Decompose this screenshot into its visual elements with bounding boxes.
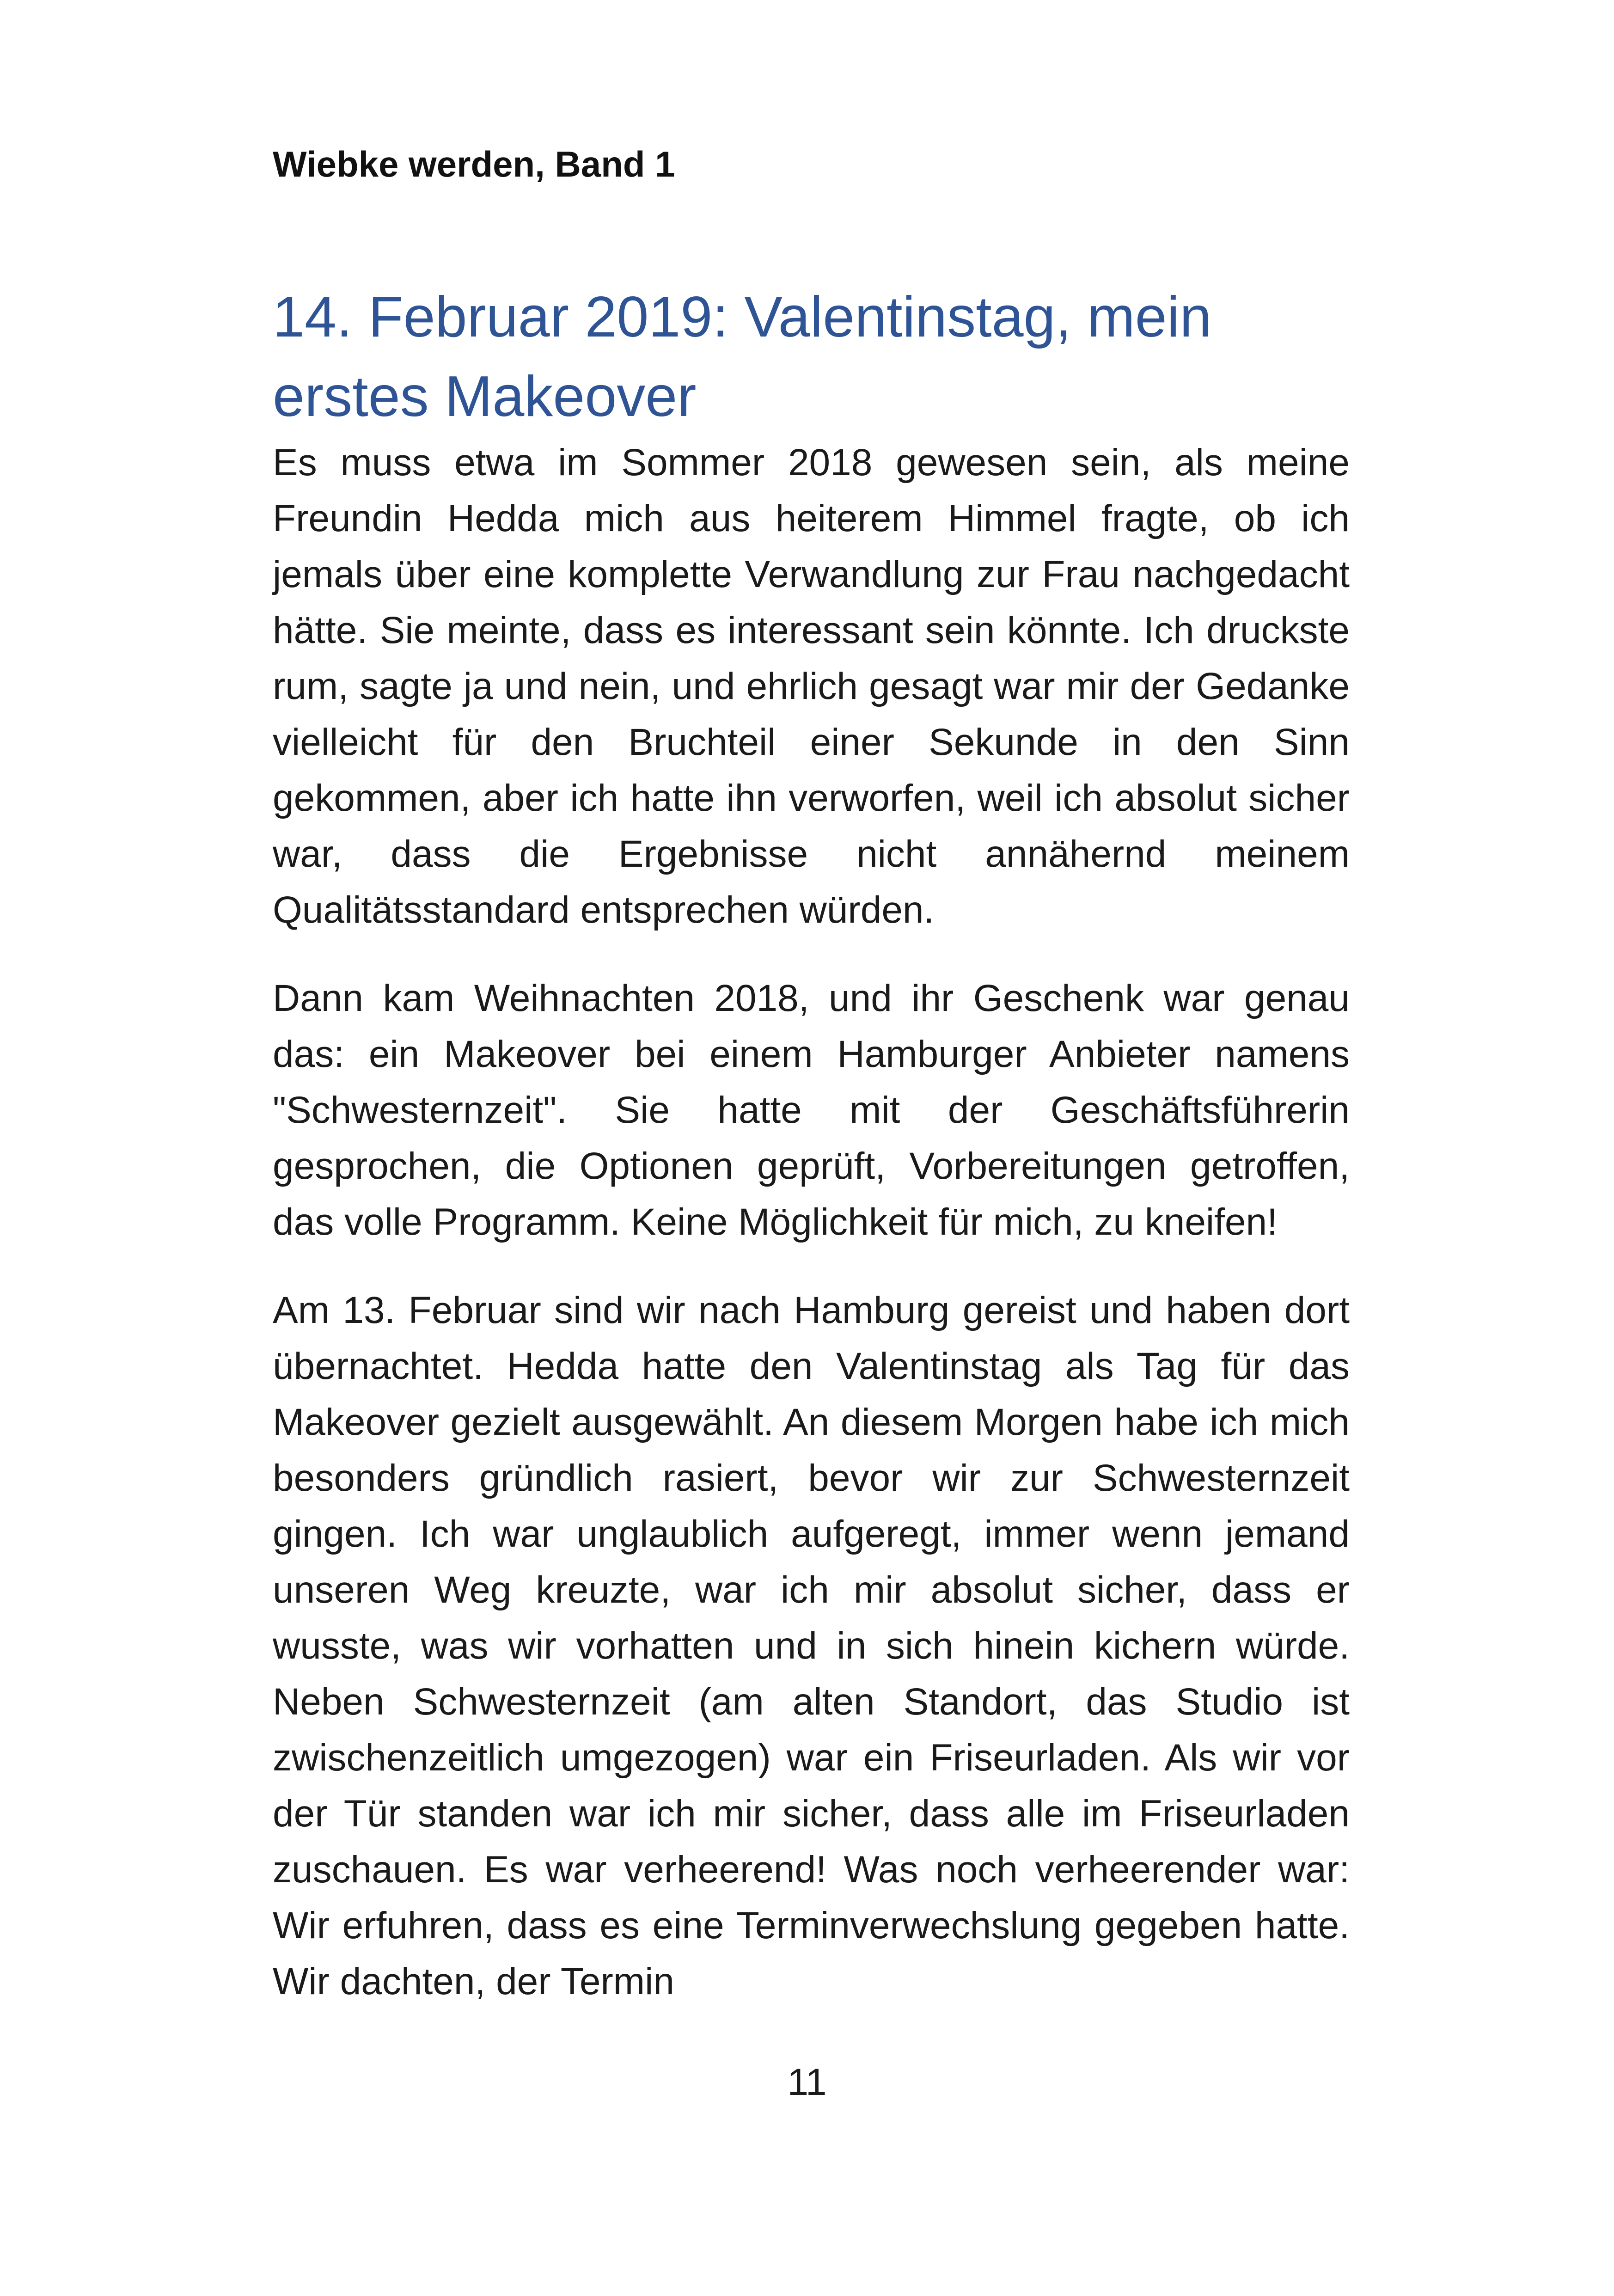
body-text <box>273 435 1350 2042</box>
page-number: 11 <box>787 2061 827 2103</box>
chapter-title: 14. Februar 2019: Valentinstag, mein erstes Makeover <box>273 285 1212 429</box>
running-header: Wiebke werden, Band 1 <box>273 144 675 184</box>
paragraph-1: Es muss etwa im Sommer 2018 gewesen sein, als meine Freundin Hedda mich aus heiterem Himmel fragte, ob ich jemals über eine komplette Verwandlung zur Frau nachgedacht hätte. Sie meinte, dass es interessant sein könnte. Ich druckste rum, sagte ja und nein, und ehrlich gesagt war mir der Gedanke vielleicht für den Bruchteil einer Sekunde in den Sinn gekommen, aber ich hatte ihn verworfen, weil ich absolut sicher war, dass die Ergebnisse nicht annähernd meinem Qualitätsstandard entsprechen würden. <box>273 441 1350 931</box>
paragraph-3: Am 13. Februar sind wir nach Hamburg gereist und haben dort übernachtet. Hedda hatte den Valentinstag als Tag für das Makeover gezielt ausgewählt. An diesem Morgen habe ich mich besonders gründlich rasiert, bevor wir zur Schwesternzeit gingen. Ich war unglaublich aufgeregt, immer wenn jemand unseren Weg kreuzte, war ich mir absolut sicher, dass er wusste, was wir vorhatten und in sich hinein kichern würde. Neben Schwesternzeit (am alten Standort, das Studio ist zwischenzeitlich umgezogen) war ein Friseurladen. Als wir vor der Tür standen war ich mir sicher, dass alle im Friseurladen zuschauen. Es war verheerend! Was noch verheerender war: Wir erfuhren, dass es eine Terminverwechslung gegeben hatte. Wir dachten, der Termin <box>273 1289 1350 2002</box>
paragraph-2: Dann kam Weihnachten 2018, und ihr Geschenk war genau das: ein Makeover bei einem Hamburger Anbieter namens "Schwesternzeit". Sie hatte mit der Geschäftsführerin gesprochen, die Optionen geprüft, Vorbereitungen getroffen, das volle Programm. Keine Möglichkeit für mich, zu kneifen! <box>273 977 1350 1243</box>
